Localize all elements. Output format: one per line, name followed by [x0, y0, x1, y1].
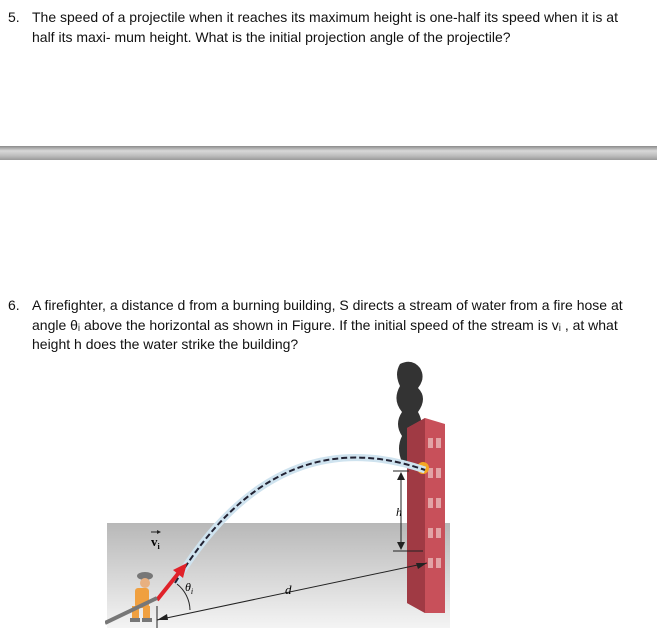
- label-velocity: $v_i$: [151, 534, 160, 551]
- label-distance: d: [285, 582, 292, 597]
- question-number: 6.: [8, 297, 20, 313]
- label-height: h: [396, 505, 402, 519]
- question-text: A firefighter, a distance d from a burning building, S directs a stream of water from a fire hose at angle θᵢ above the horizontal as shown in Figure. If the initial speed of the stream is vᵢ , at what height h does the water strike the building?: [32, 297, 623, 352]
- ground: [107, 523, 450, 628]
- question-text: The speed of a projectile when it reaches its maximum height is one-half its speed when it is at half its maxi- mum height. What is the initial projection angle of the projectile?: [32, 9, 618, 45]
- question-number: 5.: [8, 9, 20, 25]
- label-angle: $\theta_i$: [185, 580, 194, 596]
- building: [407, 418, 445, 613]
- section-divider: [0, 146, 657, 160]
- firefighter-figure: [105, 358, 450, 628]
